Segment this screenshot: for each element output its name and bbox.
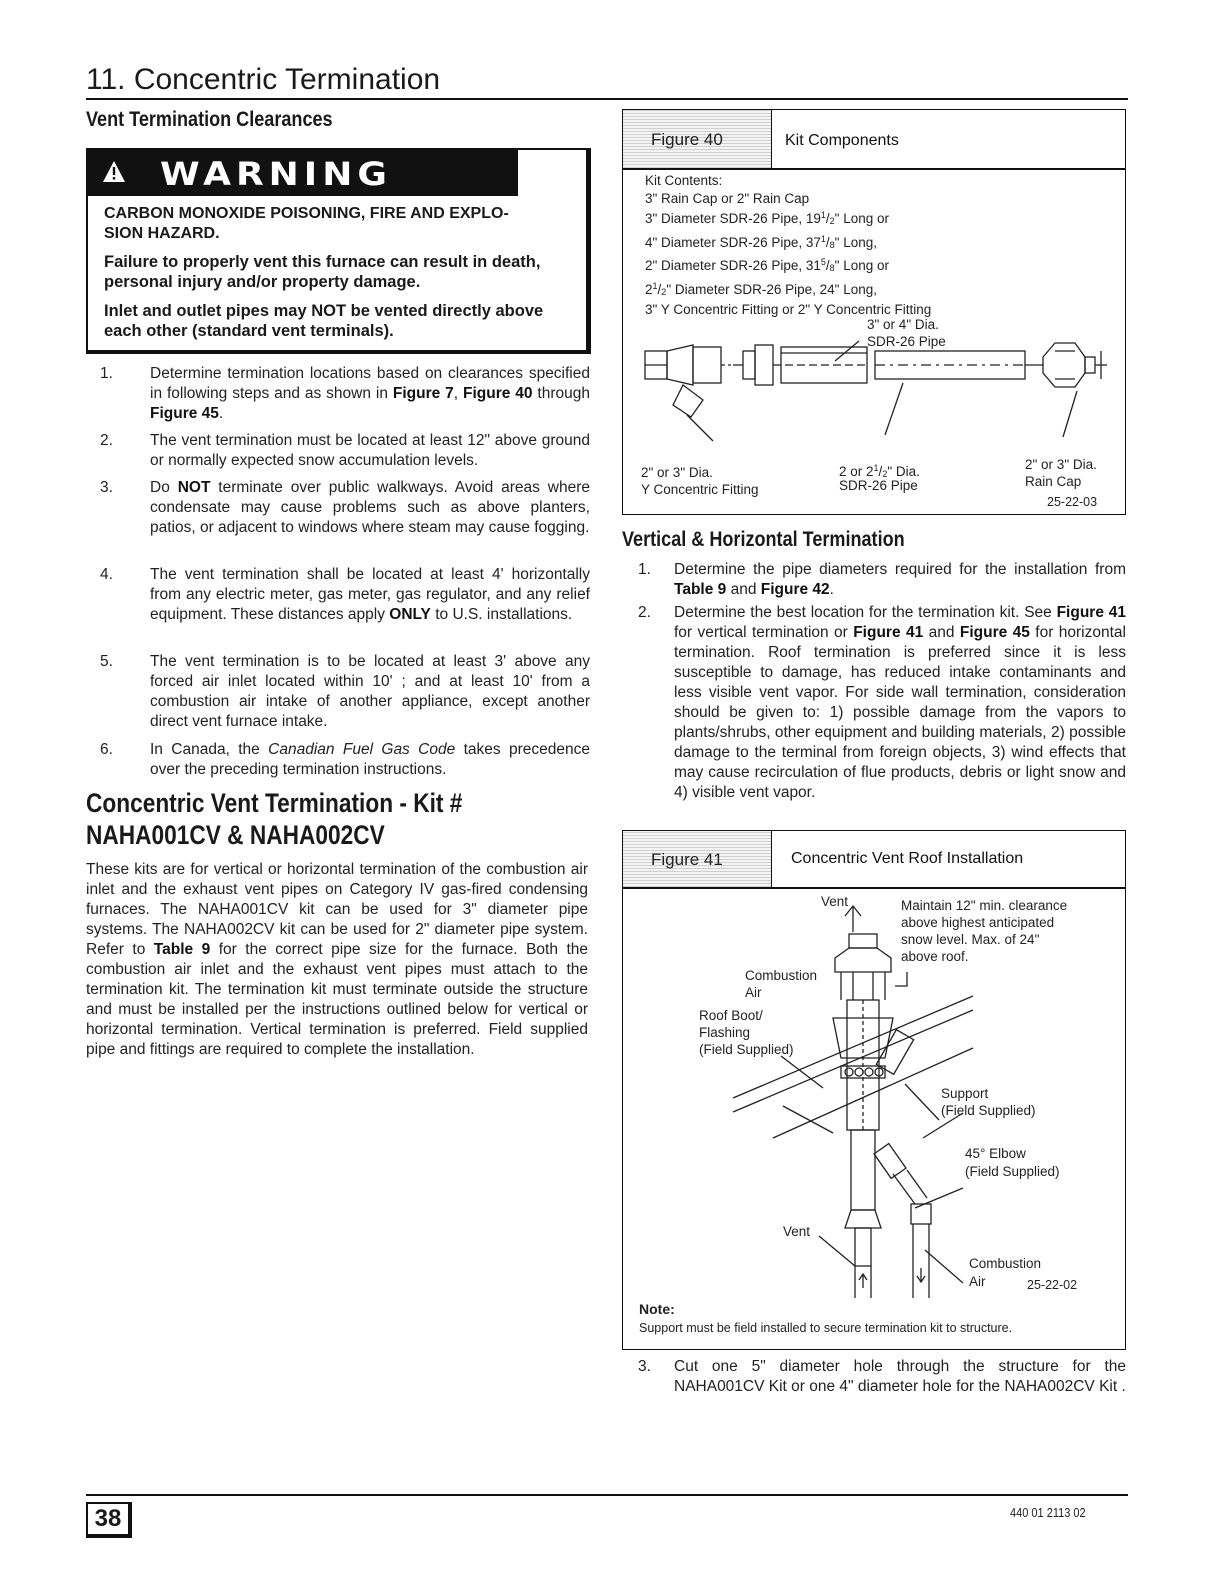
warning-text-1a: Failure to properly vent this furnace can result in death, (104, 253, 541, 271)
warning-text-2a: Inlet and outlet pipes may NOT be vented directly above (104, 302, 544, 320)
sdr-pipe-label-1: 2 or $2^1/_2$" Dia. (839, 463, 920, 479)
section-title: 11. Concentric Termination (86, 62, 1128, 100)
rain-cap-label-1: 2" or 3" Dia. (1025, 457, 1097, 472)
roof-boot-label-2: Flashing (699, 1025, 751, 1040)
sdr-pipe-label-2: SDR-26 Pipe (839, 478, 918, 493)
y-fitting-label-2: Y Concentric Fitting (641, 482, 759, 497)
vent-top-label: Vent (821, 894, 849, 909)
warning-text-1b: personal injury and/or property damage. (104, 273, 421, 291)
note-heading: Note: (639, 1301, 675, 1317)
kit-heading-line-1: Concentric Vent Termination - Kit # (86, 788, 463, 818)
elbow-label-2: (Field Supplied) (965, 1164, 1060, 1179)
vert-horiz-heading: Vertical & Horizontal Termination (622, 528, 905, 551)
roof-boot-label-1: Roof Boot/ (699, 1008, 763, 1023)
figure-41 (622, 830, 1126, 1350)
figure-40-tag: Figure 40 (623, 110, 772, 168)
note-text: Support must be field installed to secure termination kit to structure. (639, 1321, 1013, 1335)
combustion-air-label-2: Air (745, 985, 762, 1000)
rain-cap-label-2: Rain Cap (1025, 474, 1082, 489)
figure-41-code: 25-22-02 (1027, 1278, 1078, 1292)
hazard-line-1: CARBON MONOXIDE POISONING, FIRE AND EXPLO- (104, 205, 509, 222)
figure-40-title: Kit Components (785, 132, 899, 149)
support-label-2: (Field Supplied) (941, 1103, 1036, 1118)
maintain-label-1: Maintain 12" min. clearance (901, 898, 1068, 913)
warning-text-2b: each other (standard vent terminals). (104, 322, 394, 340)
roof-boot-label-3: (Field Supplied) (699, 1042, 794, 1057)
warning-triangle-icon (102, 160, 126, 184)
top-pipe-label-2: SDR-26 Pipe (867, 334, 946, 349)
warning-banner (88, 150, 518, 196)
maintain-label-2: above highest anticipated (901, 915, 1055, 930)
combustion-bottom-label-1: Combustion (969, 1256, 1042, 1271)
support-label-1: Support (941, 1086, 989, 1101)
footer-rule (86, 1494, 1128, 1496)
figure-41-title: Concentric Vent Roof Installation (791, 850, 1024, 867)
kit-heading-line-2: NAHA001CV & NAHA002CV (86, 820, 385, 850)
hazard-line-2: SION HAZARD. (104, 225, 220, 242)
figure-41-tag: Figure 41 (623, 831, 772, 887)
maintain-label-4: above roof. (901, 949, 969, 964)
roof-installation-drawing (623, 888, 1123, 1308)
warning-word: WARNING (160, 156, 392, 193)
figure-40 (622, 109, 1126, 515)
maintain-label-3: snow level. Max. of 24" (901, 932, 1040, 947)
y-fitting-label-1: 2" or 3" Dia. (641, 465, 713, 480)
vent-bottom-label: Vent (783, 1224, 811, 1239)
kit-contents: Kit Contents: 3" Rain Cap or 2" Rain Cap 3" Diameter SDR-26 Pipe, $19^1/_2$" Long or 4" Diameter SDR-26 Pipe, $37^1/_8$" Long, 2" Diameter SDR-26 Pipe, $31^5/_8$" Long or $2^1/_2$" Diameter SDR-26 Pipe, 24" Long, 3" Y Concentric Fitting or 2" Y Concentric Fitting (645, 173, 932, 317)
warning-box (86, 148, 591, 354)
document-number: 440 01 2113 02 (1010, 1506, 1086, 1520)
page-number: 38 (86, 1502, 132, 1538)
figure-40-code: 25-22-03 (1047, 495, 1098, 509)
clearances-heading: Vent Termination Clearances (86, 108, 333, 131)
kit-paragraph: These kits are for vertical or horizontal termination of the combustion air inlet and the exhaust vent pipes on Category IV gas-fired condensing furnaces. The NAHA001CV kit can be used for 3" diameter pipe systems. The NAHA002CV kit can be used for 2" diameter pipe system. Refer to Table 9 for the correct pipe size for the furnace. Both the combustion air inlet and the exhaust vent pipes must attach to the termination kit. The termination kit must terminate outside the structure and must be installed per the instructions outlined below for vertical or horizontal termination. Vertical termination is preferred. Field supplied pipe and fittings are required to complete the installation. (86, 861, 588, 1058)
combustion-bottom-label-2: Air (969, 1274, 986, 1289)
elbow-label-1: 45° Elbow (965, 1146, 1026, 1161)
combustion-air-label-1: Combustion (745, 968, 818, 983)
top-pipe-label-1: 3" or 4" Dia. (867, 317, 939, 332)
